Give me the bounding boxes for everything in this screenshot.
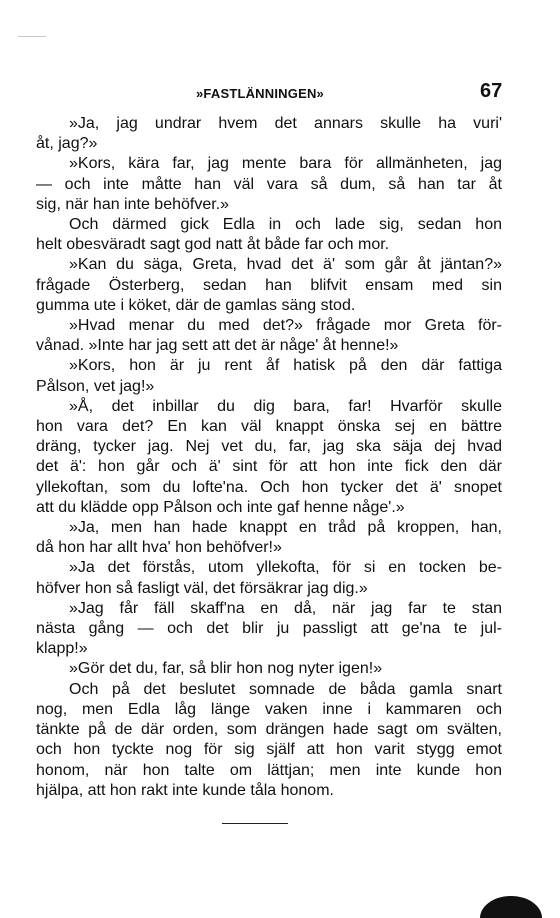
text-line: klapp!» [36,640,88,658]
text-line: gumma ute i köket, där de gamlas säng stod. [36,296,356,314]
text-line: »Ja, jag undrar hvem det annars skulle ha vuri' [69,115,502,132]
text-line: »Hvad menar du med det?» frågade mor Greta för- [69,317,502,335]
top-rule [18,36,46,37]
text-line: nästa gång — och det blir ju passligt att ge'na te jul- [36,620,502,638]
text-line: »Kors, hon är ju rent åf hatisk på den där fattiga [69,357,502,375]
text-line: — och inte måtte han väl vara så dum, så han tar åt [36,175,502,193]
text-line: »Jag får fäll skaff'na en då, när jag far te stan [69,599,502,617]
text-line: »Å, det inbillar du dig bara, far! Hvarför skulle [69,397,502,415]
text-line: Och därmed gick Edla in och lade sig, sedan hon [69,216,502,234]
corner-mark [480,896,542,918]
text-line: då hon har allt hva' hon behöfver!» [36,539,282,557]
text-line: det ä': hon går och ä' sint för att hon inte fick den där [36,458,502,476]
text-line: »Gör det du, far, så blir hon nog nyter igen!» [69,660,383,678]
text-line: hon vara det? En kan väl knappt önska sej en bättre [36,418,502,436]
text-line: tänkte på de där orden, som drängen hade sagt om svälten, [36,721,502,739]
text-line: och hon tyckte nog för sig själf att hon varit stygg emot [36,741,502,759]
text-line: »Ja det förstås, utom yllekofta, för si en tocken be- [69,559,502,577]
text-line: Pålson, vet jag!» [36,377,155,395]
running-head: »FASTLÄNNINGEN» [196,86,324,101]
text-line: nog, men Edla låg länge vaken inne i kammaren och [36,700,502,718]
text-line: frågade Österberg, sedan han blifvit ensam med sin [36,276,502,294]
end-rule [222,823,288,824]
text-line: dräng, tycker jag. Nej vet du, far, jag ska säja dej hvad [36,438,502,456]
text-line: honom, när hon talte om lättjan; men inte kunde hon [36,761,502,779]
text-line: »Ja, men han hade knappt en tråd på kroppen, han, [69,519,502,537]
text-line: att du klädde opp Pålson och inte gaf henne någe'.» [36,498,405,516]
text-line: »Kors, kära far, jag mente bara för allmänheten, jag [69,155,502,173]
text-line: vånad. »Inte har jag sett att det är någe' åt henne!» [36,337,399,355]
page-number: 67 [480,80,503,102]
text-line: höfver hon så fasligt väl, det försäkrar jag dig.» [36,579,368,597]
text-line: sig, när han inte behöfver.» [36,195,230,213]
body-text [36,114,502,801]
text-line: åt, jag?» [36,135,98,153]
text-line: helt obesväradt sagt god natt åt både far och mor. [36,236,390,254]
text-line: yllekoftan, som du lofte'na. Och hon tycker det ä' snopet [36,478,502,496]
text-line: Och på det beslutet somnade de båda gamla snart [69,680,502,698]
text-line: »Kan du säga, Greta, hvad det ä' som går åt jäntan?» [69,256,502,274]
text-line: hjälpa, att hon rakt inte kunde tåla honom. [36,781,334,799]
